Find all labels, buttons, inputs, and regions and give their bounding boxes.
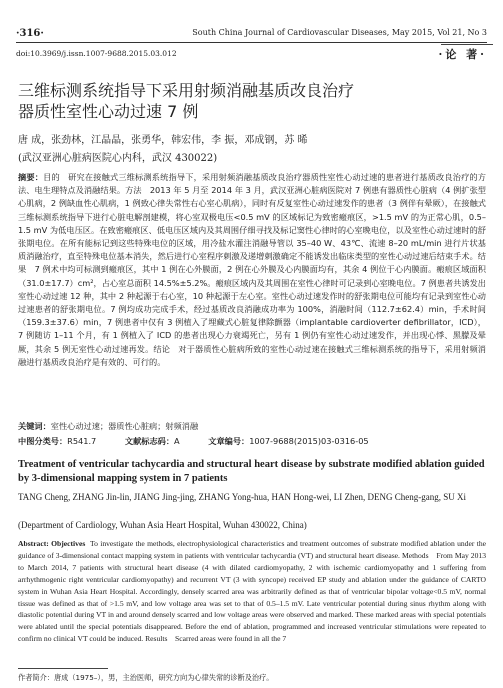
keywords-text: 室性心动过速；器质性心脏病；射频消融 bbox=[50, 421, 199, 431]
doc-code-value: A bbox=[174, 436, 180, 446]
chinese-title-line1: 三维标测系统指导下采用射频消融基质改良治疗 bbox=[18, 81, 355, 100]
english-abstract bbox=[18, 538, 486, 645]
keywords-label: 关键词： bbox=[18, 421, 51, 431]
english-abstract-label: Abstract: Objectives bbox=[18, 539, 86, 548]
footnote-rule bbox=[18, 668, 108, 669]
classification-line bbox=[18, 436, 488, 447]
page-number: ·316· bbox=[16, 28, 44, 39]
clc-field bbox=[18, 436, 96, 446]
chinese-abstract bbox=[18, 171, 486, 369]
chinese-abstract-label: 摘要： bbox=[18, 172, 44, 182]
section-tag: ·论 著· bbox=[438, 48, 487, 61]
chinese-title-line2: 器质性室性心动过速 7 例 bbox=[18, 102, 199, 121]
english-affiliation: (Department of Cardiology, Wuhan Asia Heart Hospital, Wuhan 430022, China) bbox=[18, 520, 307, 530]
doi: doi:10.3969/j.issn.1007-9688.2015.03.012 bbox=[16, 49, 177, 58]
chinese-title bbox=[18, 80, 488, 122]
doc-code-field bbox=[125, 436, 180, 446]
chinese-authors: 唐 成，张劲林，江晶晶，张勇华，韩宏伟，李 振，邓成钢，苏 晞 bbox=[18, 135, 308, 146]
header-rule bbox=[16, 42, 487, 43]
journal-name: South China Journal of Cardiovascular Diseases, May 2015, Vol 21, No 3 bbox=[192, 28, 487, 37]
doc-code-label: 文献标志码： bbox=[124, 436, 175, 446]
english-authors: TANG Cheng, ZHANG Jin-lin, JIANG Jing-jing, ZHANG Yong-hua, HAN Hong-wei, LI Zhen, DENG Cheng-gang, SU Xi bbox=[18, 492, 466, 502]
clc-label: 中图分类号： bbox=[18, 436, 68, 446]
article-number-value: 1007-9688(2015)03-0316-05 bbox=[249, 436, 369, 446]
article-number-field bbox=[208, 436, 368, 446]
author-footnote: 作者简介：唐成（1975–），男，主治医师，研究方向为心律失常的诊断及治疗。 bbox=[18, 673, 274, 682]
chinese-keywords bbox=[18, 421, 198, 432]
english-abstract-text: To investigate the methods, electrophysiological characteristics and treatment outcomes of substrate modified ablation under the guidance of 3-dimensional contact mapping system in patients with ventricular tachycardia (VT) and structural heart disease. Methods From May 2013 to March 2014, 7 patients with structural heart disease (4 with dilated cardiomyopathy, 2 with ischemic cardiomyopathy and 1 suffering from arrhythmogenic right ventricular cardiomyopathy) and recurrent VT (3 with syncope) received EP study and ablation under the guidance of CARTO system in Wuhan Asia Heart Hospital. Accordingly, densely scarred area was arbitrarily defined as that of ventricular bipolar voltage<0.5 mV, normal tissue was defined as that of >1.5 mV, and low voltage area was set to that of 0.5–1.5 mV. Late ventricular potential during sinus rhythm along with diastolic potential during VT in and around densely scarred and low voltage areas were observed and marked. These marked areas with special potentials were ablated until the special potentials disappeared. Before the end of ablation, programmed and increased ventricular stimulations were repeated to confirm no clinical VT could be induced. Results Scarred areas were found in all the 7 bbox=[18, 539, 486, 644]
clc-value: R541.7 bbox=[67, 436, 97, 446]
chinese-affiliation: (武汉亚洲心脏病医院心内科，武汉 430022) bbox=[18, 153, 218, 164]
chinese-abstract-text: 目的 研究在接触式三维标测系统指导下，采用射频消融基质改良治疗器质性室性心动过速的患者进行基质改良治疗的方法、电生理特点及消融结果。方法 2013 年 5 月至 2014 年 3 月，武汉亚洲心脏病医院对 7 例患有器质性心脏病（4 例扩张型心肌病，2 例缺血性心肌病，1 例致心律失常性右心室心肌病），同时有反复室性心动过速发作的患者（3 例伴有晕厥），在接触式三维标测系统指导下进行心脏电解剖建模，将心室双极电压<0.5 mV 的区域标记为致密瘢痕区，>1.5 mV 的为正常心肌，0.5–1.5 mV 为低电压区。在致密瘢痕区、低电压区域内及其周围仔细寻找及标记窦性心律时的心室晚电位，以及室性心动过速时的舒张期电位。在所有能标记到这些特殊电位的区域，用冷盐水灌注消融导管以 35–40 W、43℃、流速 8–20 mL/min 进行片状基质消融治疗，直至特殊电位基本消失，然后进行心室程序刺激及递增刺激确定不能诱发出临床类型的室性心动过速后结束手术。结果 7 例术中均可标测到瘢痕区，其中 1 例在心外膜面，2 例在心外膜及心内膜面均有，其余 4 例位于心内膜面。瘢痕区域面积（31.0±17.7）cm²，占心室总面积 14.5%±5.2%。瘢痕区域内及其周围在室性心律时可记录到心室晚电位。7 例患者共诱发出室性心动过速 12 种，其中 2 种起源于右心室，10 种起源于左心室。室性心动过速发作时的舒张期电位可能均有记录到室性心动过速患者的舒张期电位。7 例均成功完成手术，经过基质改良消融成功率为 100%，消融时间（112.7±62.4）min，手术时间（159.3±37.6）min，7 例患者中仅有 3 例植入了埋藏式心脏复律除颤器（implantable cardioverter defibrillator，ICD），7 例随访 1–11 个月，有 1 例植入了 ICD 的患者出现心力衰竭死亡，另有 1 例仍有室性心动过速发作，并出现心悸、黑朦及晕厥，其余 5 例无室性心动过速再发。结论 对于器质性心脏病所致的室性心动过速在接触式三维标测系统的指导下，采用射频消融进行基质改良治疗是有效的、可行的。 bbox=[18, 172, 486, 367]
article-number-label: 文章编号： bbox=[208, 436, 250, 446]
english-title: Treatment of ventricular tachycardia and structural heart disease by substrate modified ablation guided by 3-dimensional mapping system in 7 patients bbox=[18, 459, 485, 484]
journal-header bbox=[0, 0, 503, 62]
